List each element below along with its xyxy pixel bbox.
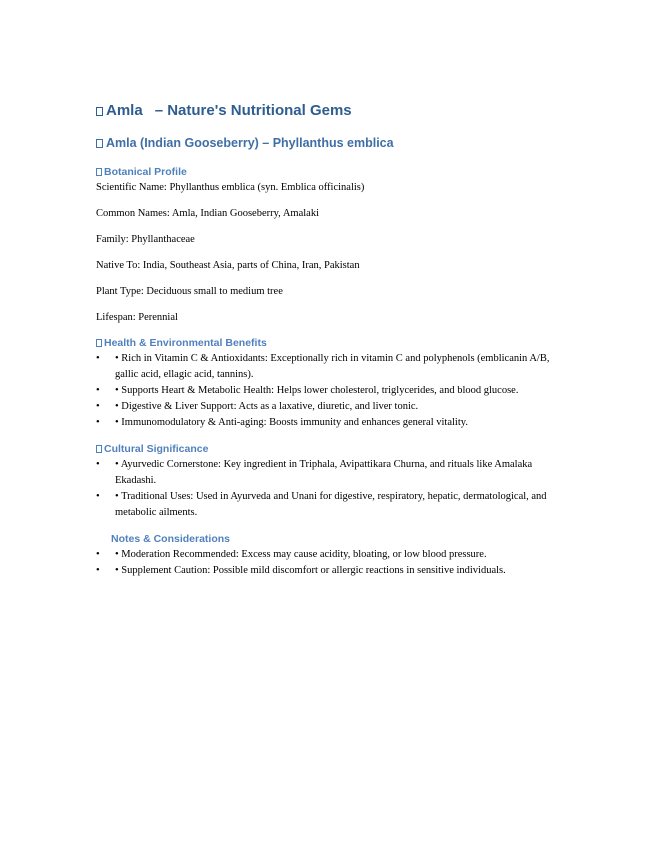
notes-list (96, 547, 566, 579)
field-native-to: Native To: India, Southeast Asia, parts of China, Iran, Pakistan (96, 260, 360, 271)
bullet-dot: • (96, 459, 100, 470)
cultural-significance-list (96, 457, 566, 521)
document-content (96, 100, 566, 579)
list-item-text: • Moderation Recommended: Excess may cause acidity, bloating, or low blood pressure. (115, 549, 487, 560)
notes-heading (96, 531, 566, 547)
bullet-dot: • (96, 565, 100, 576)
document-subtitle (96, 132, 566, 154)
missing-glyph-box-icon (96, 445, 102, 453)
list-item (96, 563, 566, 579)
field-common-names: Common Names: Amla, Indian Gooseberry, Amalaki (96, 208, 319, 219)
botanical-profile-fields (96, 180, 566, 325)
missing-glyph-box-icon (96, 107, 103, 116)
field-plant-type: Plant Type: Deciduous small to medium tree (96, 286, 283, 297)
list-item-text: • Supports Heart & Metabolic Health: Helps lower cholesterol, triglycerides, and blood glucose. (115, 385, 519, 396)
list-item-text: • Immunomodulatory & Anti-aging: Boosts immunity and enhances general vitality. (115, 417, 468, 428)
list-item (96, 351, 566, 383)
cultural-significance-heading-text: Cultural Significance (104, 443, 209, 455)
health-benefits-heading-text: Health & Environmental Benefits (104, 337, 267, 349)
blank-glyph-icon (96, 533, 105, 542)
botanical-profile-heading (96, 164, 566, 180)
bullet-dot: • (96, 549, 100, 560)
title-name: Amla (106, 102, 143, 119)
list-item-text: • Ayurvedic Cornerstone: Key ingredient in Triphala, Avipattikara Churna, and rituals like Amalaka Ekadashi. (115, 459, 533, 486)
botanical-profile-heading-text: Botanical Profile (104, 166, 187, 178)
field-lifespan: Lifespan: Perennial (96, 312, 178, 323)
title-rest: – Nature's Nutritional Gems (154, 102, 352, 119)
list-item (96, 457, 566, 489)
field-family: Family: Phyllanthaceae (96, 234, 195, 245)
document-title (96, 100, 566, 122)
list-item-text: • Rich in Vitamin C & Antioxidants: Exceptionally rich in vitamin C and polyphenols (emblicanin A/B, gallic acid, ellagic acid, tannins). (115, 353, 550, 380)
bullet-dot: • (96, 417, 100, 428)
bullet-dot: • (96, 491, 100, 502)
list-item (96, 383, 566, 399)
subtitle-text: Amla (Indian Gooseberry) – Phyllanthus emblica (106, 136, 394, 150)
list-item (96, 547, 566, 563)
health-benefits-list (96, 351, 566, 431)
health-benefits-heading (96, 335, 566, 351)
notes-heading-text: Notes & Considerations (111, 533, 231, 545)
missing-glyph-box-icon (96, 168, 102, 176)
bullet-dot: • (96, 401, 100, 412)
missing-glyph-box-icon (96, 139, 103, 148)
missing-glyph-box-icon (96, 339, 102, 347)
list-item-text: • Digestive & Liver Support: Acts as a laxative, diuretic, and liver tonic. (115, 401, 419, 412)
bullet-dot: • (96, 353, 100, 364)
cultural-significance-heading (96, 441, 566, 457)
list-item (96, 415, 566, 431)
list-item (96, 399, 566, 415)
list-item-text: • Supplement Caution: Possible mild discomfort or allergic reactions in sensitive individuals. (115, 565, 506, 576)
bullet-dot: • (96, 385, 100, 396)
field-scientific-name: Scientific Name: Phyllanthus emblica (syn. Emblica officinalis) (96, 182, 365, 193)
list-item-text: • Traditional Uses: Used in Ayurveda and Unani for digestive, respiratory, hepatic, dermatological, and metabolic ailments. (115, 491, 547, 518)
list-item (96, 489, 566, 521)
